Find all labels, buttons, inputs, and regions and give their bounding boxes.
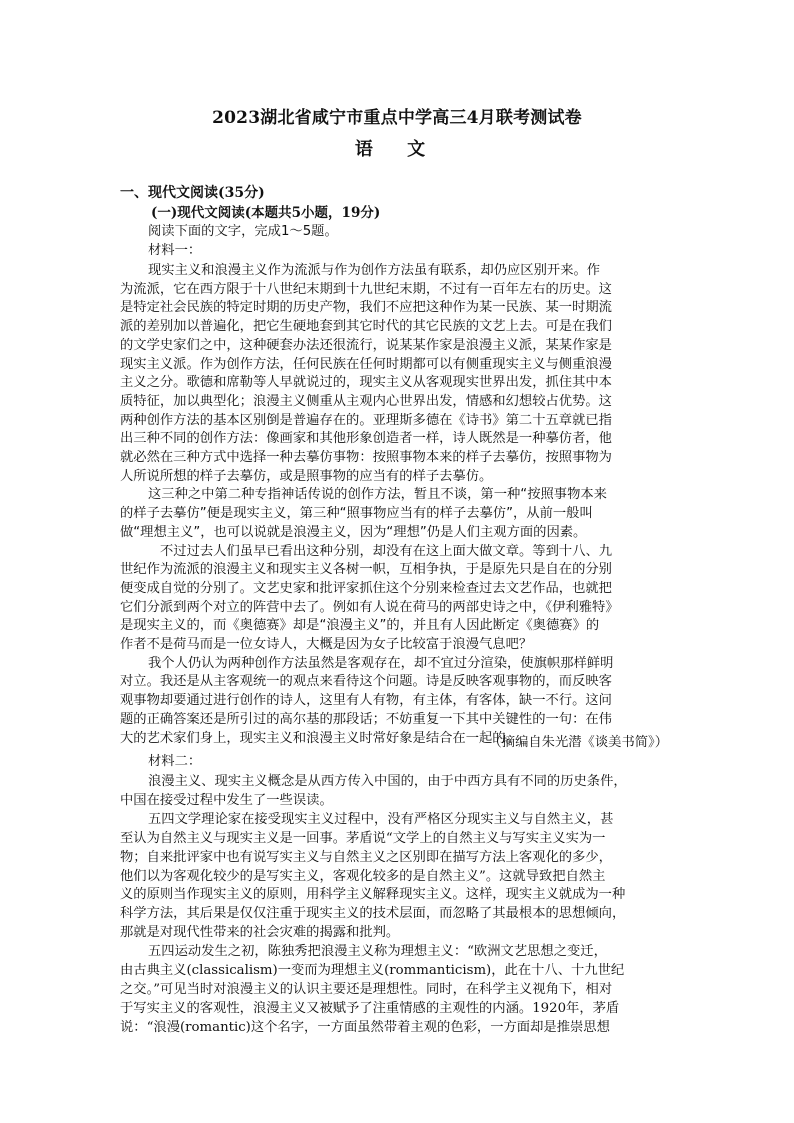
material1-label: 材料一： [148, 243, 202, 258]
material1-line: 便变成自觉的分别了。文艺史家和批评家抓住这个分别来检查过去文艺作品，也就把 [120, 580, 612, 596]
material1-line: 题的正确答案还是所引过的高尔基的那段话；不妨重复一下其中关键性的一句：在伟 [120, 711, 612, 727]
material2-line: 他们以为客观化较少的是写实主义，客观化较多的是自然主义”。这就导致把自然主 [120, 868, 606, 884]
material2-line: 科学方法，其后果是仅仅注重于现实主义的技术层面，而忽略了其最根本的思想倾向， [120, 906, 626, 922]
material1-line: 为流派，它在西方限于十八世纪末期到十九世纪末期，不过有一百年左右的历史。这 [120, 281, 612, 297]
material2-line: 五四文学理论家在接受现实主义过程中，没有严格区分现实主义与自然主义，甚 [148, 811, 614, 827]
material2-line: 由古典主义(classicalism)一变而为理想主义(rommanticism)，此在十八、十九世纪 [120, 963, 625, 978]
material1-line: 世纪作为流派的浪漫主义和现实主义各树一帜，互相争执，于是原先只是自在的分别 [120, 562, 612, 578]
material2-line: 那就是对现代性带来的社会灾难的揭露和批判。 [120, 925, 400, 941]
material1-line: 主义之分。歌德和席勒等人早就说过的，现实主义从客观现实世界出发，抓住其中本 [120, 375, 612, 391]
material2-line: 说：“浪漫(romantic)这个名字，一方面虽然带着主观的色彩，一方面却是推崇思想 [120, 1019, 610, 1035]
material2-line: 中国在接受过程中发生了一些误读。 [120, 792, 333, 808]
material2-line: 至认为自然主义与现实主义是一回事。茅盾说“文学上的自然主义与写实主义实为一 [120, 830, 606, 846]
material1-line: 对立。我还是从主客观统一的观点来看待这个问题。诗是反映客观事物的，而反映客 [120, 674, 612, 690]
material1-source: （摘编自朱光潜《谈美书简》） [488, 735, 668, 750]
material1-line: 我个人仍认为两种创作方法虽然是客观存在，却不宜过分渲染，使旗帜那样鲜明 [148, 655, 614, 671]
exam-title: 2023湖北省咸宁市重点中学高三4月联考测试卷 [212, 108, 582, 128]
material1-line: 就必然在三种方式中选择一种去摹仿事物：按照事物本来的样子去摹仿，按照事物为 [120, 450, 612, 465]
material2-line: 浪漫主义、现实主义概念是从西方传入中国的，由于中西方具有不同的历史条件， [148, 774, 627, 789]
material1-line: 的样子去摹仿”便是现实主义，第三种“照事物应当有的样子去摹仿”，从前一般叫 [120, 506, 593, 522]
material1-line: 质特征，加以典型化；浪漫主义侧重从主观内心世界出发，情感和幻想较占优势。这 [120, 393, 612, 409]
material1-line: 两种创作方法的基本区别倒是普遍存在的。亚理斯多德在《诗书》第二十五章就已指 [120, 412, 612, 428]
material1-line: 的文学史家们之中，这种硬套办法还很流行，说某某作家是浪漫主义派，某某作家是 [120, 337, 612, 353]
material1-line: 作者不是荷马而是一位女诗人，大概是因为女子比较富于浪漫气息吧？ [120, 637, 533, 652]
material2-line: 于写实主义的客观性，浪漫主义又被赋予了注重情感的主观性的内涵。1920年，茅盾 [120, 1000, 620, 1016]
material1-line: 这三种之中第二种专指神话传说的创作方法，暂且不谈，第一种“按照事物本来 [148, 487, 607, 503]
material2-line: 义的原则当作现实主义的原则，用科学主义解释现实主义。这样，现实主义就成为一种 [120, 887, 626, 903]
subject-title: 语 文 [354, 139, 440, 160]
material1-line: 大的艺术家们身上，现实主义和浪漫主义时常好象是结合在一起的。 [120, 730, 519, 746]
material1-line: 它们分派到两个对立的阵营中去了。例如有人说在荷马的两部史诗之中，《伊利雅特》 [120, 599, 619, 615]
material1-line: 做“理想主义”，也可以说就是浪漫主义，因为“理想”仍是人们主观方面的因素。 [120, 524, 587, 540]
material2-line: 之交。”可见当时对浪漫主义的认识主要还是理想性。同时，在科学主义视角下，相对 [120, 981, 613, 997]
material1-line: 派的差别加以普遍化，把它生硬地套到其它时代的其它民族的文艺上去。可是在我们 [120, 319, 612, 335]
material1-line: 现实主义和浪漫主义作为流派与作为创作方法虽有联系，却仍应区别开来。作 [148, 263, 601, 278]
material1-line: 现实主义派。作为创作方法，任何民族在任何时期都可以有侧重现实主义与侧重浪漫 [120, 356, 612, 372]
material2-line: 五四运动发生之初，陈独秀把浪漫主义称为理想主义：“欧洲文艺思想之变迁， [148, 944, 607, 960]
material2-label: 材料二： [148, 754, 202, 769]
material1-line: 是现实主义的，而《奥德赛》却是“浪漫主义”的，并且有人因此断定《奥德赛》的 [120, 618, 600, 634]
section-heading: 一、现代文阅读(35分) [120, 185, 265, 201]
material1-line: 出三种不同的创作方法：像画家和其他形象创造者一样，诗人既然是一种摹仿者，他 [120, 431, 612, 447]
subsection-heading: (一)现代文阅读(本题共5小题，19分) [151, 205, 381, 221]
material1-line: 人所说所想的样子去摹仿，或是照事物的应当有的样子去摹仿。 [120, 468, 493, 484]
material1-line: 是特定社会民族的特定时期的历史产物，我们不应把这种作为某一民族、某一时期流 [120, 300, 612, 316]
material2-line: 物；自来批评家中也有说写实主义与自然主义之区别即在描写方法上客观化的多少， [120, 849, 612, 865]
instruction-text: 阅读下面的文字，完成1～5题。 [148, 224, 338, 239]
material1-line: 观事物却要通过进行创作的诗人，这里有人有物，有主体，有客体，缺一不行。这问 [120, 693, 612, 709]
material1-line: 不过过去人们虽早已看出这种分别，却没有在这上面大做文章。等到十八、九 [160, 543, 613, 559]
